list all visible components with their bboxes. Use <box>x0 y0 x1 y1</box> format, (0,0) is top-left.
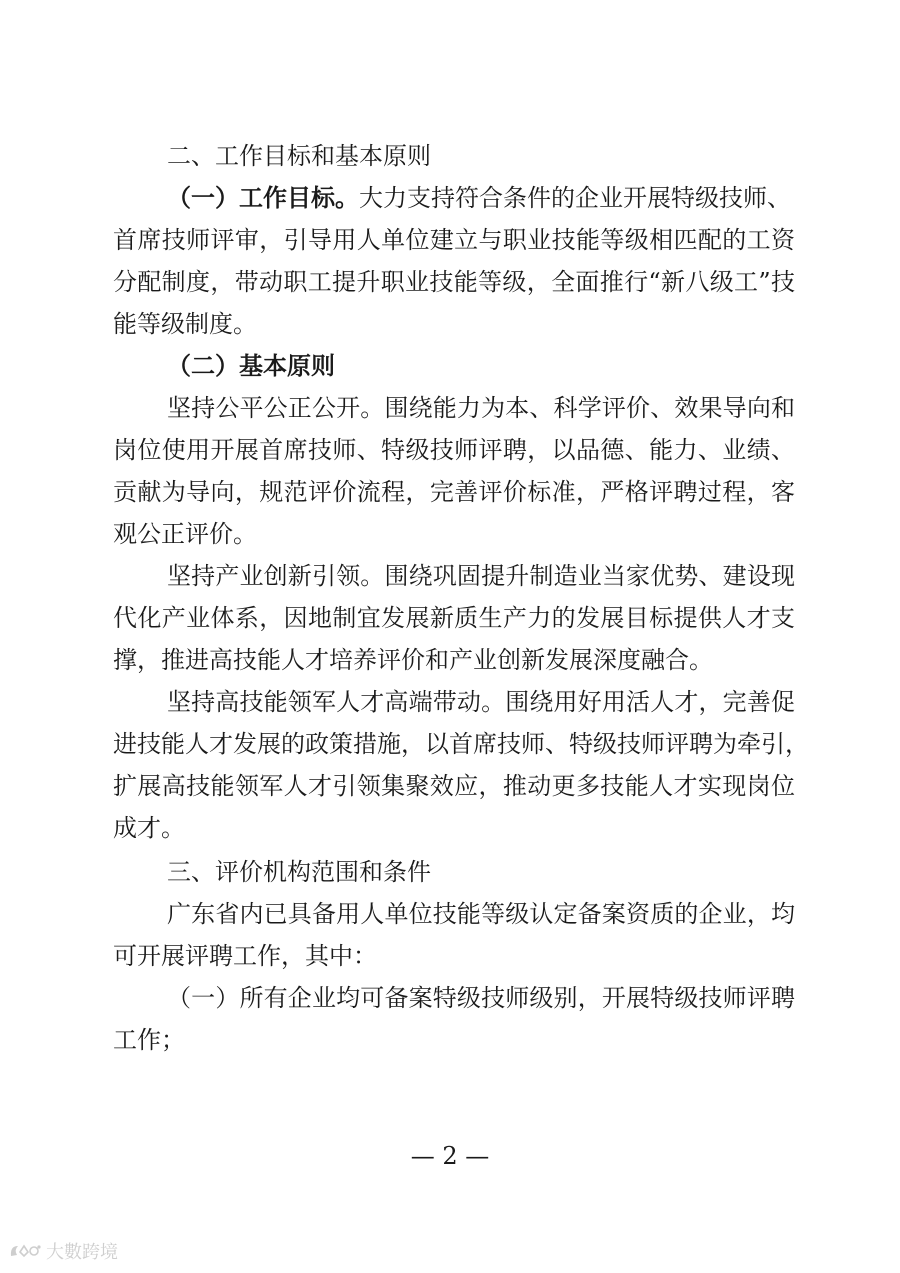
goal-text-1: 大力支持符合条件的企业开展特级技师、 <box>359 184 791 212</box>
item1-text-1: （一）所有企业均可备案特级技师级别，开展特级技师评聘 <box>167 984 795 1012</box>
watermark <box>8 1238 118 1264</box>
page-number: — 2 — <box>410 1142 490 1170</box>
goal-label: （一）工作目标。 <box>167 183 359 212</box>
goal-text-4: 能等级制度。 <box>113 310 257 338</box>
watermark-logo-icon <box>8 1242 42 1260</box>
p2-text-1: 坚持产业创新引领。围绕巩固提升制造业当家优势、建设现 <box>167 562 795 590</box>
p2-text-2: 代化产业体系，因地制宜发展新质生产力的发展目标提供人才支 <box>113 604 795 632</box>
p1-text-2: 岗位使用开展首席技师、特级技师评聘，以品德、能力、业绩、 <box>113 436 795 464</box>
item1-text-2: 工作； <box>113 1026 185 1054</box>
p3-text-1: 坚持高技能领军人才高端带动。围绕用好用活人才，完善促 <box>167 688 795 716</box>
intro-text-1: 广东省内已具备用人单位技能等级认定备案资质的企业，均 <box>167 900 795 928</box>
heading-text: 三、评价机构范围和条件 <box>167 858 431 886</box>
watermark-text: 大數跨境 <box>46 1242 118 1263</box>
p3-text-4: 成才。 <box>113 814 185 842</box>
intro-text-2: 可开展评聘工作，其中： <box>113 942 377 970</box>
principles-label: （二）基本原则 <box>167 351 335 380</box>
goal-text-2: 首席技师评审，引导用人单位建立与职业技能等级相匹配的工资 <box>113 226 795 254</box>
p2-text-3: 撑，推进高技能人才培养评价和产业创新发展深度融合。 <box>113 646 713 674</box>
p3-text-2: 进技能人才发展的政策措施，以首席技师、特级技师评聘为牵引， <box>113 730 809 758</box>
p1-text-4: 观公正评价。 <box>113 520 257 548</box>
heading-text: 二、工作目标和基本原则 <box>167 142 431 170</box>
goal-text-3: 分配制度，带动职工提升职业技能等级，全面推行“新八级工”技 <box>113 268 795 296</box>
p1-text-3: 贡献为导向，规范评价流程，完善评价标准，严格评聘过程，客 <box>113 478 795 506</box>
p3-text-3: 扩展高技能领军人才引领集聚效应，推动更多技能人才实现岗位 <box>113 772 795 800</box>
p1-text-1: 坚持公平公正公开。围绕能力为本、科学评价、效果导向和 <box>167 394 795 422</box>
